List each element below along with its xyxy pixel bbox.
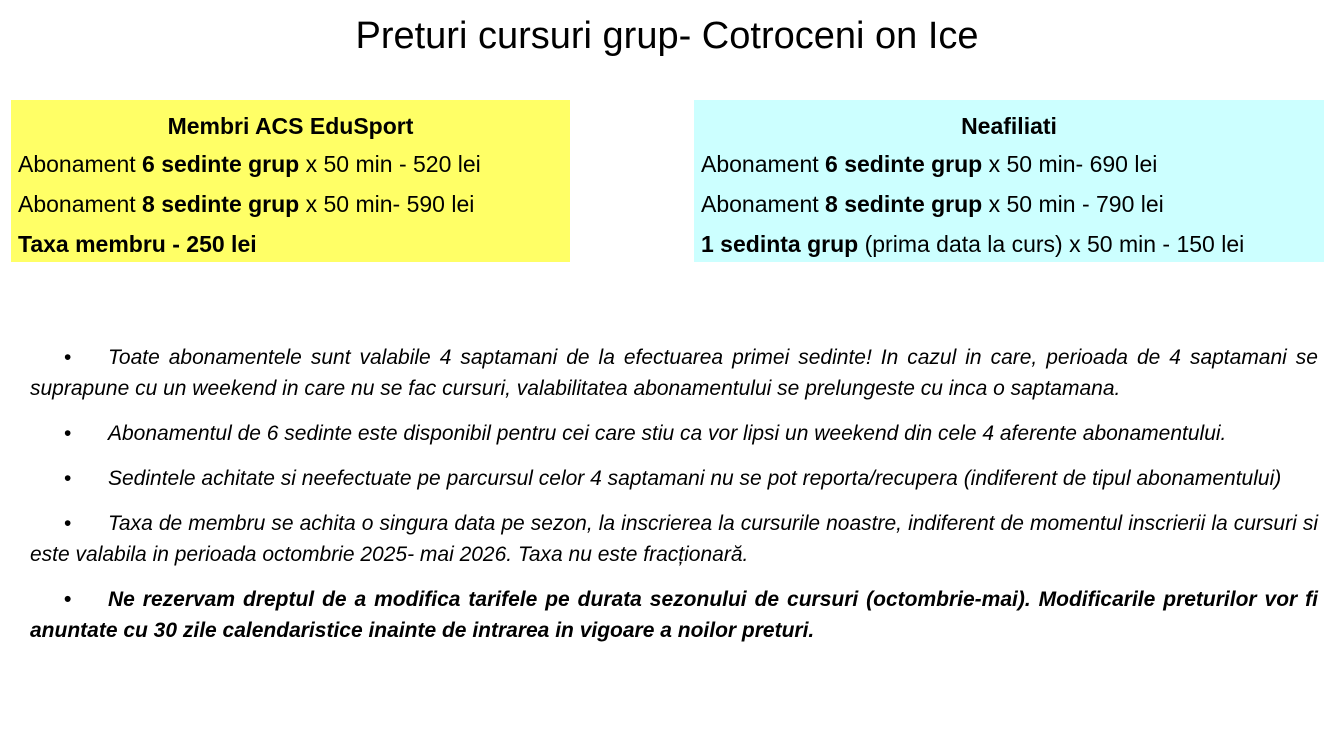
bullet-icon: •: [64, 467, 72, 490]
members-price-line: Abonament 6 sedinte grup x 50 min - 520 lei: [18, 151, 481, 177]
bullet-icon: •: [64, 422, 72, 445]
members-price-box: [11, 100, 570, 262]
bullet-icon: •: [64, 588, 72, 611]
notes-list: [30, 342, 1318, 660]
note-item: • Taxa de membru se achita o singura data pe sezon, la inscrierea la cursurile noastre, indiferent de momentul inscrierii la cursuri si este valabila in perioada octombrie 2025- mai 2026. Taxa nu este fracționară.: [30, 508, 1318, 570]
note-item: • Sedintele achitate si neefectuate pe parcursul celor 4 saptamani nu se pot reporta/recupera (indiferent de tipul abonamentului): [30, 463, 1318, 494]
members-heading: Membri ACS EduSport: [167, 113, 414, 139]
nonmembers-heading: Neafiliati: [961, 113, 1057, 139]
note-item: • Toate abonamentele sunt valabile 4 saptamani de la efectuarea primei sedinte! In cazul in care, perioada de 4 saptamani se suprapune cu un weekend in care nu se fac cursuri, valabilitatea abonamentului se prelungeste cu inca o saptamana.: [30, 342, 1318, 404]
nonmembers-price-box: [694, 100, 1324, 262]
bullet-icon: •: [64, 346, 72, 369]
members-price-line: Abonament 8 sedinte grup x 50 min- 590 lei: [18, 191, 475, 217]
nonmembers-trial-line: 1 sedinta grup (prima data la curs) x 50 min - 150 lei: [701, 231, 1245, 257]
nonmembers-price-line: Abonament 6 sedinte grup x 50 min- 690 lei: [701, 151, 1158, 177]
note-item-important: • Ne rezervam dreptul de a modifica tarifele pe durata sezonului de cursuri (octombrie-mai). Modificarile preturilor vor fi anuntate cu 30 zile calendaristice inainte de intrarea in vigoare a noilor preturi.: [30, 584, 1318, 646]
nonmembers-price-line: Abonament 8 sedinte grup x 50 min - 790 lei: [701, 191, 1164, 217]
page-title: Preturi cursuri grup- Cotroceni on Ice: [355, 15, 979, 57]
bullet-icon: •: [64, 512, 72, 535]
members-fee-line: Taxa membru - 250 lei: [18, 231, 257, 257]
note-item: • Abonamentul de 6 sedinte este disponibil pentru cei care stiu ca vor lipsi un weekend din cele 4 aferente abonamentului.: [30, 418, 1318, 449]
